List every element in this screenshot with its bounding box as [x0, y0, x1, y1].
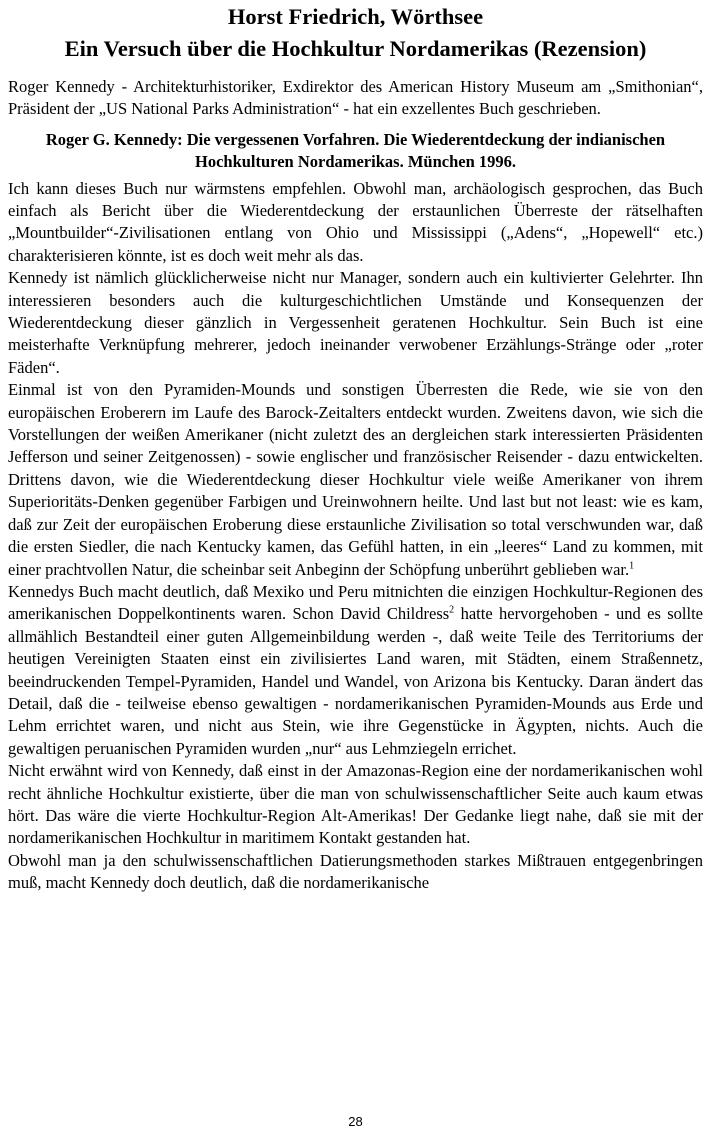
page-number: 28	[348, 1114, 363, 1129]
footnote-ref-2: 2	[449, 604, 455, 616]
paragraph-5: Nicht erwähnt wird von Kennedy, daß einst in der Amazonas-Region eine der nordamerikanischen wohl recht ähnliche Hochkultur existierte, über die man von schulwissenschaftlicher Seite auch kaum etwas hört. Das wäre die vierte Hochkultur-Region Alt-Amerikas! Der Gedanke liegt nahe, daß sie mit der nordamerikanischen Hochkultur in maritimem Kontakt gestanden hat.	[8, 761, 703, 848]
document-page	[8, 0, 703, 895]
footnote-ref-1: 1	[629, 560, 635, 571]
review-body	[8, 178, 703, 895]
paragraph-1: Ich kann dieses Buch nur wärmstens empfehlen. Obwohl man, archäologisch gesprochen, das Buch einfach als Bericht über die Wiederentdeckung der erstaunlichen Überreste der rätselhaften „Mountbuilder“-Zivilisationen entlang von Ohio und Mississippi („Adens“, „Hopewell“ etc.) charakterisieren könnte, ist es doch weit mehr als das.	[8, 178, 703, 265]
author-heading: Horst Friedrich, Wörthsee	[227, 4, 484, 29]
paragraph-6: Obwohl man ja den schulwissenschaftlichen Datierungsmethoden starkes Mißtrauen entgegenbringen muß, macht Kennedy doch deutlich, daß die nordamerikanische	[8, 850, 703, 893]
intro-paragraph: Roger Kennedy - Architekturhistoriker, Exdirektor des American History Museum am „Smithonian“, Präsident der „US National Parks Administration“ - hat ein exzellentes Buch geschrieben.	[8, 77, 703, 119]
paragraph-3-text: Einmal ist von den Pyramiden-Mounds und sonstigen Überresten die Rede, wie sie von den europäischen Eroberern im Laufe des Barock-Zeitalters entdeckt wurden. Zweitens davon, wie sich die Vorstellungen der weißen Amerikaner (nicht zuletzt des an dergleichen stark interessierten Präsidenten Jefferson und seiner Zeitgenossen) - sowie englischer und französischer Reisender - dazu entwickelten. Drittens davon, wie die Wiederentdeckung dieser Hochkultur viele weiße Amerikaner von ihrem Superioritäts-Denken gegenüber Farbigen und Ureinwohnern heilte. Und last but not least: wie es kam, daß zur Zeit der europäischen Eroberung diese erstaunliche Zivilisation so total verschwunden war, daß die ersten Siedler, die nach Kentucky kamen, das Gefühl hatten, in ein „leeres“ Land zu kommen, mit einer prachtvollen Natur, die scheinbar seit Anbeginn der Schöpfung unberührt geblieben war.	[8, 380, 703, 579]
paragraph-4-text-b: hatte hervorgehoben - und es sollte allmählich Bestandteil einer guten Allgemeinbildung werden -, daß weite Teile des Territoriums der heutigen Vereinigten Staaten einst ein zivilisiertes Land waren, mit Städten, einem Straßennetz, beeindruckenden Tempel-Pyramiden, Handel und Wandel, von Arizona bis Kentucky. Daran ändert das Detail, daß die - teilweise ebenso gewaltigen - nordamerikanischen Pyramiden-Mounds aus Erde und Lehm errichtet waren, und nicht aus Stein, wie ihre Gegenstücke in Ägypten, nichts. Auch die gewaltigen peruanischen Pyramiden wurden „nur“ aus Lehmziegeln errichet.	[8, 604, 704, 758]
paragraph-4-text-a: Kennedys Buch macht deutlich, daß Mexiko und Peru mitnichten die einzigen Hochkultur-Regionen des amerikanischen Doppelkontinents waren. Schon David Childress	[8, 581, 703, 624]
paragraph-2: Kennedy ist nämlich glücklicherweise nicht nur Manager, sondern auch ein kultivierter Gelehrter. Ihn interessieren besonders auch die kulturgeschichtlichen Umstände und Konsequenzen der Wiederentdeckung dieser gänzlich in Vergessenheit geratenen Hochkultur. Sein Buch ist eine meisterhafte Verknüpfung mehrerer, jedoch ineinander verwobener Erzählungs-Stränge oder „roter Fäden“.	[8, 268, 703, 377]
paragraph-3	[8, 379, 703, 581]
book-reference: Roger G. Kennedy: Die vergessenen Vorfahren. Die Wiederentdeckung der indianischen Hochkulturen Nordamerikas. München 1996.	[45, 129, 666, 171]
paragraph-4	[8, 581, 703, 760]
article-title: Ein Versuch über die Hochkultur Nordamerikas (Rezension)	[64, 36, 647, 61]
